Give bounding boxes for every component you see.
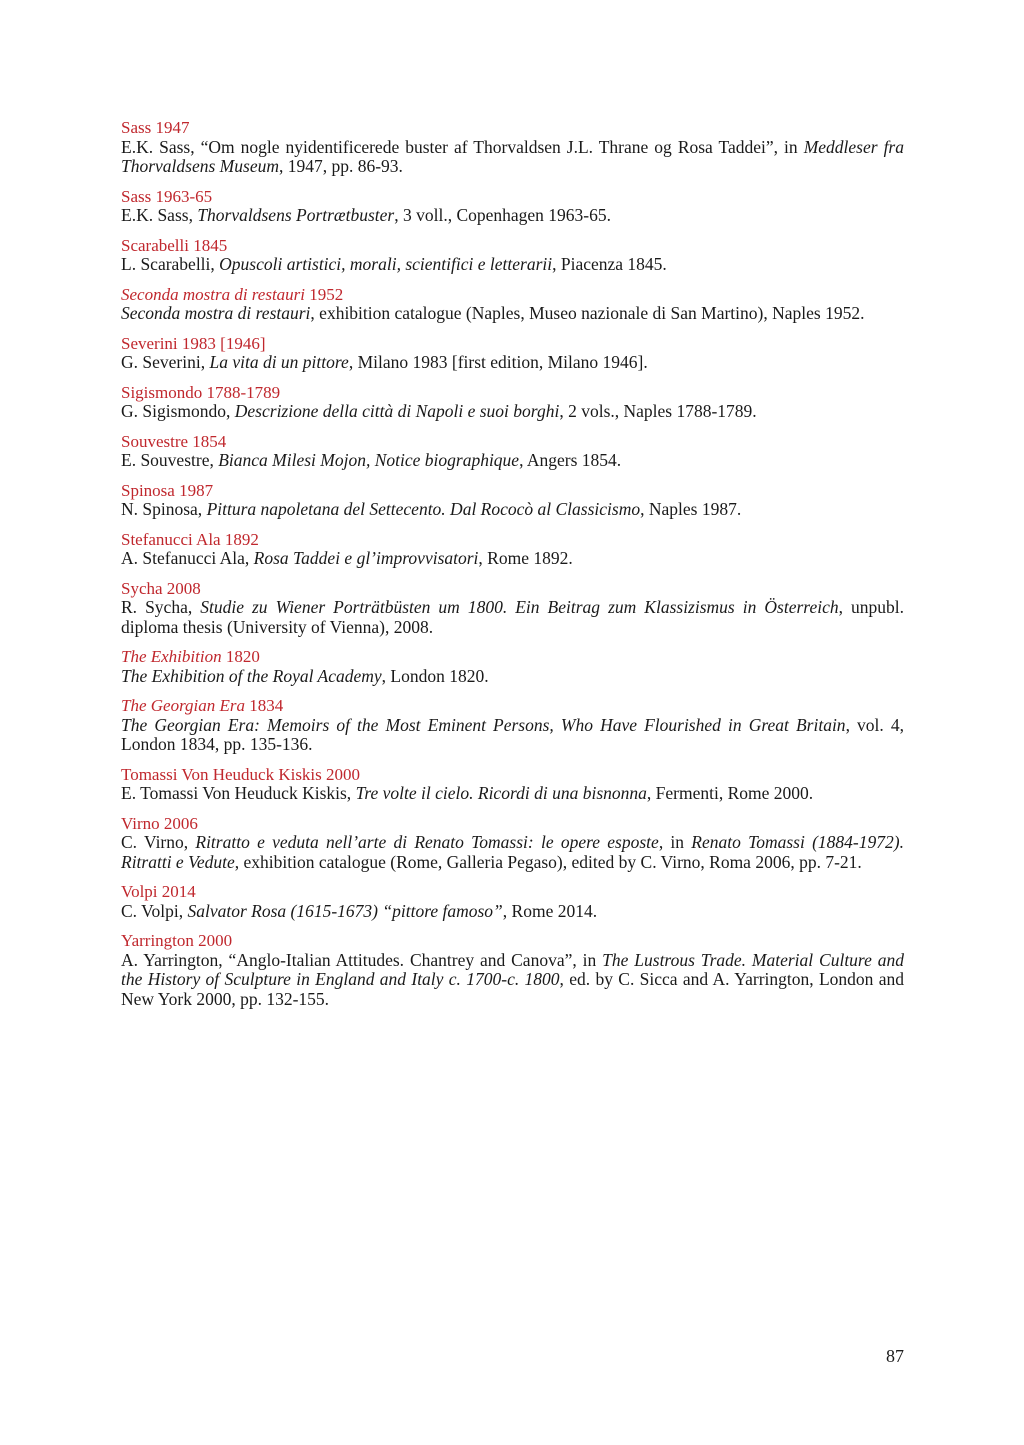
entry-key <box>121 236 904 256</box>
entry-key <box>121 696 904 716</box>
entry-key <box>121 285 904 305</box>
entry-key-segment: Souvestre 1854 <box>121 431 227 451</box>
entry-reference-segment: , exhibition catalogue (Naples, Museo nazionale di San Martino), Naples 1952. <box>310 303 865 323</box>
entry-reference <box>121 138 904 177</box>
entry-reference-segment: The Lustrous Trade. Material Culture and the History of Sculpture in England and Italy c. 1700-c. 1800 <box>121 949 904 989</box>
entry-reference <box>121 667 904 687</box>
entry-reference-segment: , 3 voll., Copenhagen 1963-65. <box>394 205 612 225</box>
entry-key-segment: 1834 <box>245 696 284 715</box>
entry-key <box>121 334 904 354</box>
bibliography-entry <box>121 481 904 520</box>
entry-reference-segment: Descrizione della città di Napoli e suoi borghi <box>234 401 560 421</box>
entry-key-segment: Sass 1947 <box>121 118 190 137</box>
entry-key <box>121 647 904 667</box>
entry-reference-segment: , London 1820. <box>381 665 489 686</box>
entry-reference-segment: , Angers 1854. <box>519 450 622 470</box>
entry-reference-segment: R. Sycha, <box>121 597 201 617</box>
entry-reference-segment: , 1947, pp. 86-93. <box>278 156 403 176</box>
entry-key-segment: Sycha 2008 <box>121 578 201 598</box>
bibliography-entry <box>121 285 904 324</box>
entry-reference-segment: G. Severini, <box>121 352 210 372</box>
entry-reference-segment: C. Virno, <box>121 832 196 852</box>
entry-reference <box>121 255 904 275</box>
entry-key-segment: Spinosa 1987 <box>121 480 214 500</box>
entry-reference-segment: Rosa Taddei e gl’improvvisatori <box>253 548 479 568</box>
entry-reference <box>121 549 904 569</box>
entry-key <box>121 765 904 785</box>
entry-key-segment: 1952 <box>305 284 344 304</box>
entry-key-segment: Seconda mostra di restauri <box>121 284 306 304</box>
entry-reference-segment: Meddleser fra Thorvaldsens Museum <box>121 136 904 176</box>
entry-key-segment: Sigismondo 1788-1789 <box>121 382 281 402</box>
entry-reference-segment: , vol. 4, London 1834, pp. 135-136. <box>121 714 904 754</box>
entry-key-segment: Yarrington 2000 <box>121 931 233 950</box>
entry-reference-segment: , in <box>658 832 692 852</box>
entry-reference-segment: The Georgian Era: Memoirs of the Most Eminent Persons, Who Have Flourished in Great Britain <box>121 714 846 735</box>
entry-reference-segment: E. Tomassi Von Heuduck Kiskis, <box>121 783 356 803</box>
entry-reference-segment: , unpubl. diploma thesis (University of Vienna), 2008. <box>121 597 904 637</box>
entry-key <box>121 814 904 834</box>
entry-key-segment: Sass 1963-65 <box>121 186 213 206</box>
entry-reference-segment: , exhibition catalogue (Rome, Galleria Pegaso), edited by C. Virno, Roma 2006, pp. 7-21. <box>234 851 862 872</box>
entry-reference-segment: N. Spinosa, <box>121 499 207 519</box>
entry-reference-segment: , Rome 2014. <box>502 900 598 921</box>
entry-reference-segment: Opuscoli artistici, morali, scientifici e letterarii <box>219 254 553 274</box>
entry-reference-segment: Ritratto e veduta nell’arte di Renato Tomassi: le opere esposte <box>195 832 659 852</box>
entry-key-segment: Volpi 2014 <box>121 882 196 901</box>
entry-reference-segment: La vita di un pittore <box>209 352 349 372</box>
entry-reference-segment: E.K. Sass, “Om nogle nyidentificerede buster af Thorvaldsen J.L. Thrane og Rosa Taddei”, in <box>121 136 804 157</box>
entry-reference-segment: Tre volte il cielo. Ricordi di una bisnonna <box>355 783 647 803</box>
entry-key <box>121 882 904 902</box>
entry-key-segment: Scarabelli 1845 <box>121 235 228 255</box>
entry-reference <box>121 500 904 520</box>
entry-reference-segment: , Naples 1987. <box>640 499 742 519</box>
entry-key-segment: Severini 1983 [1946] <box>121 333 266 353</box>
entry-reference <box>121 598 904 637</box>
entry-key <box>121 931 904 951</box>
entry-reference <box>121 451 904 471</box>
bibliography-entry <box>121 765 904 804</box>
entry-key <box>121 481 904 501</box>
entry-reference <box>121 951 904 1010</box>
entry-reference-segment: , Piacenza 1845. <box>552 254 667 274</box>
entry-reference-segment: L. Scarabelli, <box>121 254 220 274</box>
entry-reference-segment: Salvator Rosa (1615-1673) “pittore famoso” <box>187 900 503 921</box>
bibliography-entry <box>121 696 904 755</box>
entry-key <box>121 432 904 452</box>
entry-key-segment: Stefanucci Ala 1892 <box>121 529 259 549</box>
bibliography-entry <box>121 118 904 177</box>
entry-reference <box>121 833 904 872</box>
bibliography-entry <box>121 882 904 921</box>
entry-reference <box>121 304 904 324</box>
entry-reference-segment: E. Souvestre, <box>121 450 219 470</box>
entry-reference <box>121 716 904 755</box>
entry-reference <box>121 402 904 422</box>
bibliography-entry <box>121 187 904 226</box>
entry-key-segment: The Exhibition <box>121 647 222 666</box>
entry-reference-segment: E.K. Sass, <box>121 205 198 225</box>
entry-reference-segment: Thorvaldsens Portrætbuster <box>197 205 395 225</box>
entry-reference-segment: G. Sigismondo, <box>121 401 235 421</box>
entry-reference-segment: , 2 vols., Naples 1788-1789. <box>559 401 757 421</box>
entry-reference <box>121 902 904 922</box>
entry-key <box>121 579 904 599</box>
entry-reference-segment: , Milano 1983 [first edition, Milano 1946]. <box>348 352 648 372</box>
bibliography-entry <box>121 236 904 275</box>
bibliography-entry <box>121 432 904 471</box>
entry-key-segment: 1820 <box>221 647 260 666</box>
entry-reference-segment: Bianca Milesi Mojon, Notice biographique <box>218 450 520 470</box>
page-number: 87 <box>886 1346 904 1366</box>
entry-reference <box>121 784 904 804</box>
entry-reference-segment: Renato Tomassi (1884-1972). Ritratti e Vedute <box>121 832 904 872</box>
bibliography-entry <box>121 931 904 1009</box>
entry-reference <box>121 353 904 373</box>
bibliography-list <box>121 118 904 1019</box>
bibliography-entry <box>121 814 904 873</box>
entry-reference-segment: , Fermenti, Rome 2000. <box>646 783 814 803</box>
entry-key-segment: Tomassi Von Heuduck Kiskis 2000 <box>121 764 361 784</box>
entry-reference-segment: Studie zu Wiener Porträtbüsten um 1800. Ein Beitrag zum Klassizismus in Österreich <box>200 597 839 617</box>
entry-key <box>121 383 904 403</box>
bibliography-entry <box>121 383 904 422</box>
bibliography-entry <box>121 334 904 373</box>
bibliography-entry <box>121 530 904 569</box>
entry-key <box>121 187 904 207</box>
entry-key <box>121 118 904 138</box>
entry-reference-segment: Pittura napoletana del Settecento. Dal Rococò al Classicismo <box>206 499 641 519</box>
entry-reference-segment: C. Volpi, <box>121 900 188 921</box>
entry-reference-segment: Seconda mostra di restauri <box>121 303 311 323</box>
entry-reference-segment: , Rome 1892. <box>478 548 573 568</box>
entry-key <box>121 530 904 550</box>
entry-reference-segment: A. Yarrington, “Anglo-Italian Attitudes. Chantrey and Canova”, in <box>121 949 603 970</box>
bibliography-entry <box>121 579 904 638</box>
entry-reference-segment: , ed. by C. Sicca and A. Yarrington, London and New York 2000, pp. 132-155. <box>121 969 904 1009</box>
entry-reference <box>121 206 904 226</box>
entry-reference-segment: A. Stefanucci Ala, <box>121 548 254 568</box>
entry-key-segment: The Georgian Era <box>121 696 246 715</box>
bibliography-entry <box>121 647 904 686</box>
entry-key-segment: Virno 2006 <box>121 813 198 833</box>
entry-reference-segment: The Exhibition of the Royal Academy <box>121 665 382 686</box>
